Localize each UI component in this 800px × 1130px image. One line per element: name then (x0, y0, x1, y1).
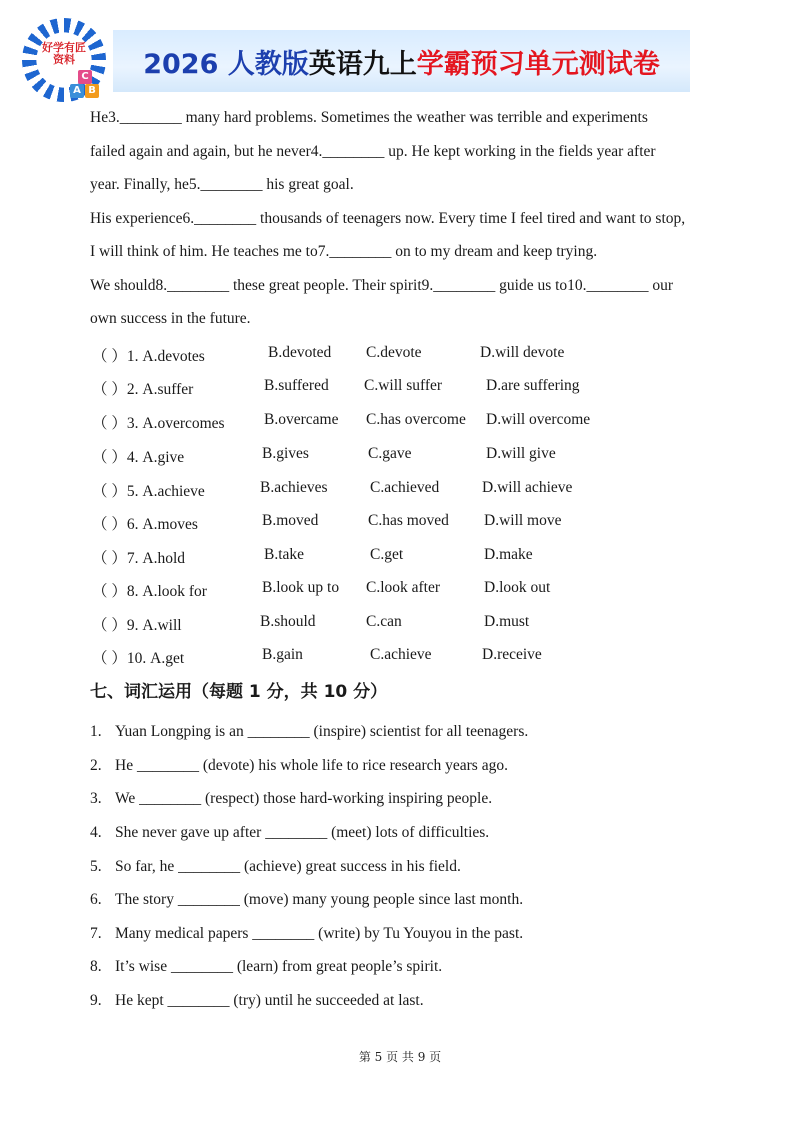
vocab-item-4 (90, 824, 489, 842)
choice-row-5 (92, 479, 732, 501)
choice-6-d: D.will move (484, 512, 562, 529)
choice-1-a: （ ）1. A.devotes (92, 348, 205, 365)
choice-5-b: B.achieves (260, 479, 328, 496)
vocab-num: 1. (90, 723, 102, 740)
vocab-num: 5. (90, 858, 102, 875)
choice-row-10 (92, 646, 732, 668)
choice-9-a: （ ）9. A.will (92, 617, 182, 634)
choice-row-6 (92, 512, 732, 534)
choice-5-d: D.will achieve (482, 479, 573, 496)
passage-line-7: own success in the future. (90, 310, 251, 327)
choice-3-c: C.has overcome (366, 411, 466, 428)
vocab-text: So far, he ________ (achieve) great success in his field. (115, 858, 461, 875)
vocab-item-5 (90, 858, 461, 876)
vocab-text: It’s wise ________ (learn) from great people’s spirit. (115, 958, 443, 975)
abc-blocks-icon (66, 70, 106, 100)
choice-10-d: D.receive (482, 646, 542, 663)
vocab-text: He ________ (devote) his whole life to rice research years ago. (115, 757, 508, 774)
vocab-num: 2. (90, 757, 102, 774)
choice-8-b: B.look up to (262, 579, 340, 596)
choice-2-a: （ ）2. A.suffer (92, 381, 194, 398)
block-a: A (70, 84, 84, 98)
choice-4-d: D.will give (486, 445, 556, 462)
passage-line-4: His experience6.________ thousands of teenagers now. Every time I feel tired and want to stop, (90, 210, 686, 227)
choice-6-c: C.has moved (368, 512, 449, 529)
choice-row-1 (92, 344, 732, 366)
choice-row-3 (92, 411, 732, 433)
logo-text-line1: 好学有匠 (42, 41, 86, 54)
vocab-num: 4. (90, 824, 102, 841)
vocab-text: We ________ (respect) those hard-working inspiring people. (115, 790, 493, 807)
choice-3-b: B.overcame (264, 411, 339, 428)
choice-7-b: B.take (264, 546, 305, 563)
vocab-item-1 (90, 723, 528, 741)
vocab-text: Yuan Longping is an ________ (inspire) scientist for all teenagers. (115, 723, 529, 740)
vocab-num: 8. (90, 958, 102, 975)
choice-4-c: C.gave (368, 445, 412, 462)
choice-row-2 (92, 377, 732, 399)
passage-line-3: year. Finally, he5.________ his great goal. (90, 176, 354, 193)
vocab-text: He kept ________ (try) until he succeeded at last. (115, 992, 424, 1009)
choice-10-b: B.gain (262, 646, 303, 663)
choice-10-c: C.achieve (370, 646, 432, 663)
vocab-item-6 (90, 891, 523, 909)
vocab-item-7 (90, 925, 523, 943)
vocab-num: 3. (90, 790, 102, 807)
choice-2-b: B.suffered (264, 377, 329, 394)
title-part1: 2026 人教版 (143, 48, 309, 80)
choice-5-a: （ ）5. A.achieve (92, 483, 205, 500)
choice-1-d: D.will devote (480, 344, 565, 361)
page-number: 第 5 页 共 9 页 (358, 1050, 442, 1064)
choice-8-a: （ ）8. A.look for (92, 583, 207, 600)
choice-4-b: B.gives (262, 445, 309, 462)
vocab-num: 6. (90, 891, 102, 908)
passage-line-1: He3.________ many hard problems. Sometimes the weather was terrible and experiments (90, 109, 648, 126)
choice-10-a: （ ）10. A.get (92, 650, 185, 667)
choice-7-a: （ ）7. A.hold (92, 550, 186, 567)
choice-7-d: D.make (484, 546, 533, 563)
choice-4-a: （ ）4. A.give (92, 449, 185, 466)
choice-row-4 (92, 445, 732, 467)
choice-8-c: C.look after (366, 579, 441, 596)
section-7-heading: 七、词汇运用（每题 1 分，共 10 分） (90, 682, 388, 702)
vocab-text: Many medical papers ________ (write) by Tu Youyou in the past. (115, 925, 524, 942)
title-part2: 英语九上 (308, 48, 417, 80)
choice-9-d: D.must (484, 613, 530, 630)
choice-5-c: C.achieved (370, 479, 440, 496)
block-c: C (78, 70, 92, 84)
vocab-num: 7. (90, 925, 102, 942)
passage-line-2: failed again and again, but he never4.________ up. He kept working in the fields year after (90, 143, 656, 160)
block-b: B (85, 84, 99, 98)
choice-row-8 (92, 579, 732, 601)
choice-3-a: （ ）3. A.overcomes (92, 415, 225, 432)
vocab-item-9 (90, 992, 424, 1010)
logo-text-line2: 资料 (53, 53, 75, 66)
choice-9-b: B.should (260, 613, 316, 630)
choice-1-c: C.devote (366, 344, 422, 361)
title-banner (113, 30, 690, 92)
vocab-item-2 (90, 757, 508, 775)
vocab-item-8 (90, 958, 442, 976)
publisher-logo (22, 18, 106, 102)
choice-6-b: B.moved (262, 512, 319, 529)
vocab-item-3 (90, 790, 492, 808)
choice-row-9 (92, 613, 732, 635)
vocab-text: The story ________ (move) many young people since last month. (115, 891, 524, 908)
choice-2-c: C.will suffer (364, 377, 443, 394)
choice-8-d: D.look out (484, 579, 551, 596)
choice-6-a: （ ）6. A.moves (92, 516, 198, 533)
choice-1-b: B.devoted (268, 344, 332, 361)
title-part3: 学霸预习单元测试卷 (416, 48, 660, 80)
passage-line-6: We should8.________ these great people. Their spirit9.________ guide us to10.________ our (90, 277, 674, 294)
passage-line-5: I will think of him. He teaches me to7.________ on to my dream and keep trying. (90, 243, 598, 260)
vocab-text: She never gave up after ________ (meet) lots of difficulties. (115, 824, 490, 841)
vocab-num: 9. (90, 992, 102, 1009)
choice-2-d: D.are suffering (486, 377, 580, 394)
choice-row-7 (92, 546, 732, 568)
choice-9-c: C.can (366, 613, 402, 630)
choice-3-d: D.will overcome (486, 411, 591, 428)
choice-7-c: C.get (370, 546, 404, 563)
